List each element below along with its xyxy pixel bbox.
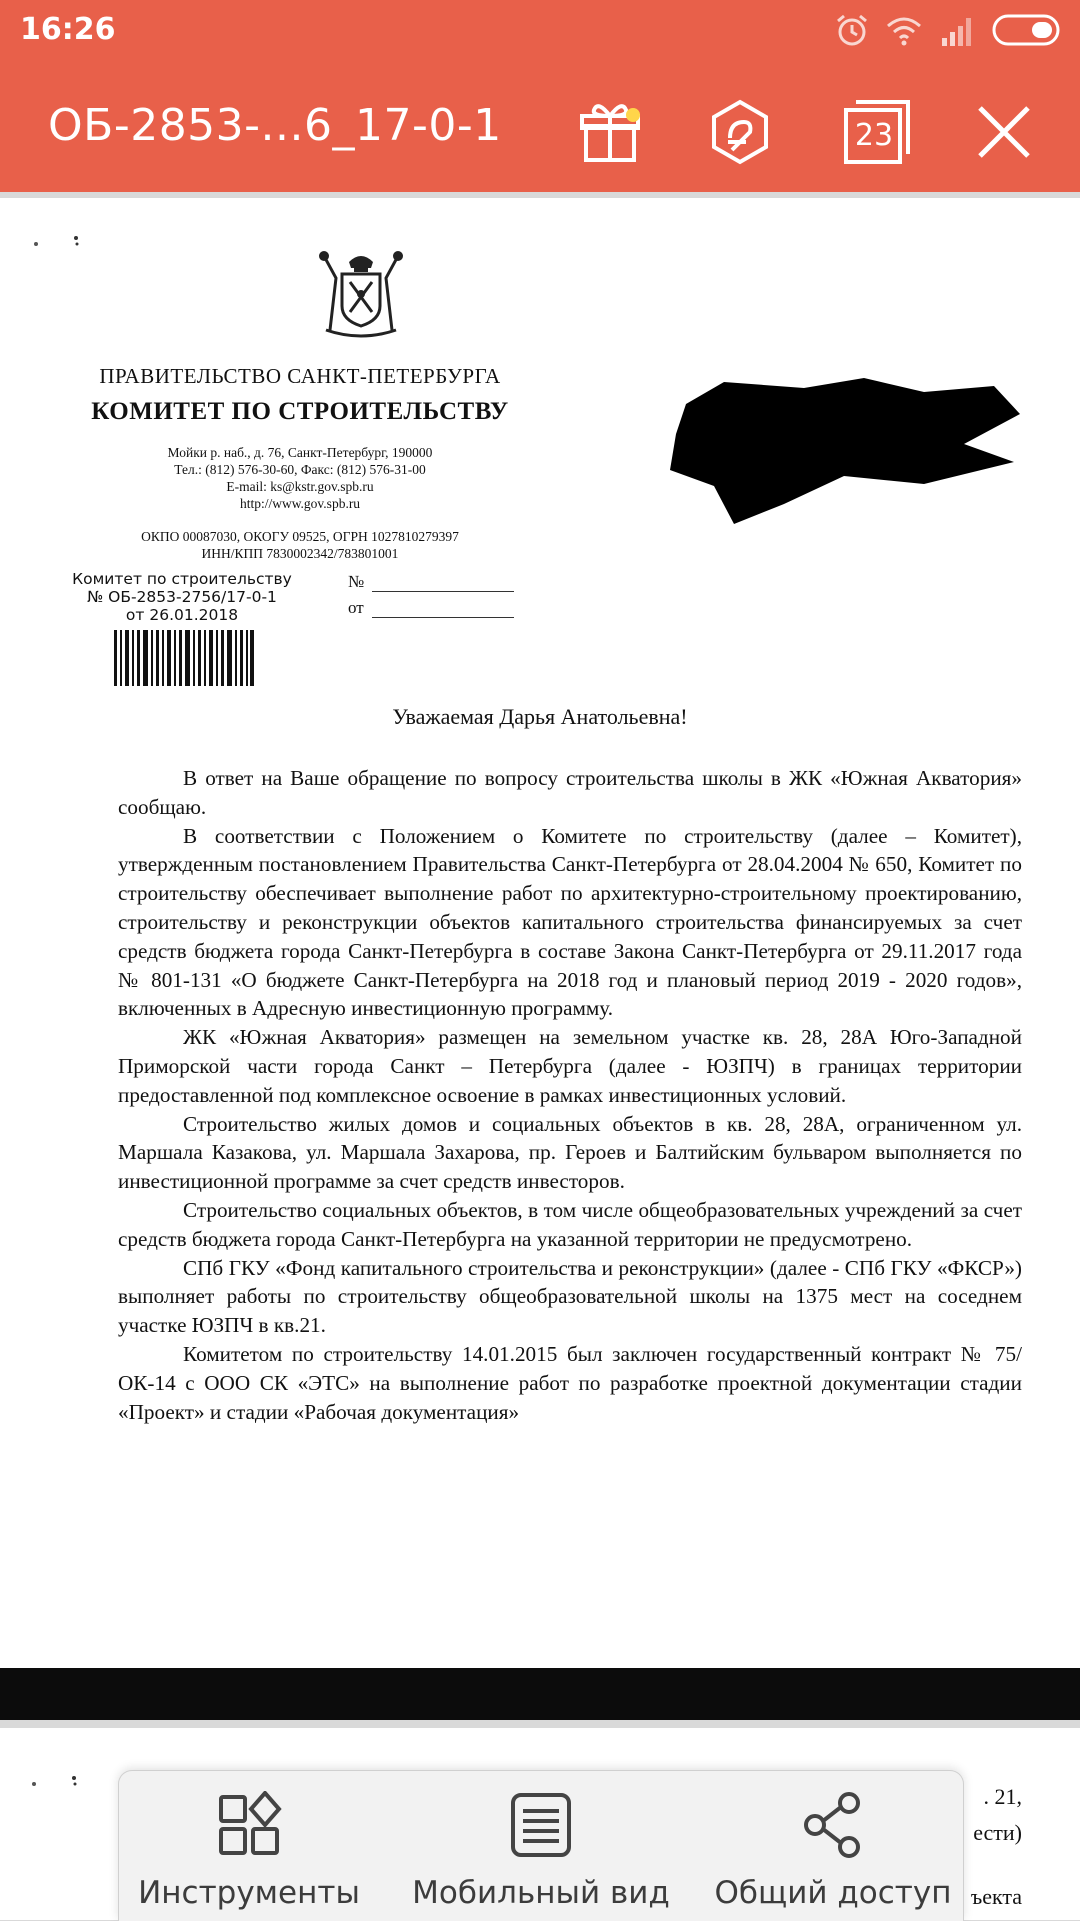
committee-address: Мойки р. наб., д. 76, Санкт-Петербург, 190000 Тел.: (812) 576-30-60, Факс: (812) 576-31-00 E-mail: ks@kstr.gov.spb.ru http://www.gov.spb.ru [167, 445, 433, 511]
battery-icon [992, 14, 1064, 46]
paragraph: В ответ на Ваше обращение по вопросу строительства школы в ЖК «Южная Акватория» сообщаю. [118, 766, 1022, 819]
scan-specks [26, 232, 86, 252]
bottom-toolbar [118, 1770, 964, 1921]
status-time: 16:26 [20, 12, 116, 47]
paragraph: Строительство социальных объектов, в том числе общеобразовательных учреждений за счет средств бюджета города Санкт-Петербурга на указанной территории не предусмотрено. [118, 1197, 1022, 1251]
barcode [114, 630, 254, 686]
page2-text-fragment: ъекта [970, 1884, 1022, 1909]
document-page[interactable] [0, 198, 1080, 1668]
share-button[interactable] [703, 1791, 963, 1921]
gift-icon [570, 92, 650, 172]
coat-of-arms-logo [316, 248, 406, 340]
tools-label: Инструменты [138, 1875, 360, 1911]
paragraph: ЖК «Южная Акватория» размещен на земельном участке кв. 28, 28А Юго-Западной Приморской части города Санкт – Петербурга (далее - ЮЗПЧ) в границах территории предоставленной под комплексное освоение в рамках инвестиционных условий. [118, 1025, 1022, 1107]
page2-text-fragment: ести) [973, 1820, 1022, 1845]
close-icon [964, 92, 1044, 172]
redaction-mark [664, 374, 1024, 524]
page-count-button[interactable] [834, 92, 914, 172]
paragraph: Комитетом по строительству 14.01.2015 был заключен государственный контракт № 75/ОК-14 с ООО СК «ЭТС» на выполнение работ по разработке проектной документации стадии «Проект» и стадии «Рабочая документация» [118, 1341, 1022, 1424]
mobile-view-icon [507, 1791, 575, 1859]
tools-grid-icon [215, 1791, 283, 1859]
greeting: Уважаемая Дарья Анатольевна! [392, 704, 688, 729]
share-label: Общий доступ [714, 1875, 952, 1911]
paragraph: В соответствии с Положением о Комитете по строительству (далее – Комитет), утвержденным постановлением Правительства Санкт-Петербурга от 28.04.2004 № 650, Комитет по строительству обеспечивает выполнение работ по архитектурно-строительному проектированию, строительству и реконструкции объектов капитального строительства финансируемых за счет средств бюджета города Санкт-Петербурга в составе Закона Санкт-Петербурга от 29.11.2017 года № 801-131 «О бюджете Санкт-Петербурга на 2018 год и плановый период 2019 - 2020 годов», включенных в Адресную инвестиционную программу. [118, 823, 1022, 1021]
tools-button[interactable] [119, 1791, 379, 1921]
government-name: ПРАВИТЕЛЬСТВО САНКТ-ПЕТЕРБУРГА [99, 364, 501, 388]
wifi-icon [884, 12, 924, 48]
registry-number-line: № [348, 572, 514, 592]
signal-icon [940, 12, 978, 48]
mobile-view-button[interactable] [411, 1791, 671, 1921]
scan-dark-edge [0, 1668, 1080, 1720]
convert-icon [700, 92, 780, 172]
document-title: ОБ-2853-...6_17-0-1 [48, 100, 502, 151]
committee-codes: ОКПО 00087030, ОКОГУ 09525, ОГРН 1027810279397 ИНН/КПП 7830002342/783801001 [141, 529, 459, 561]
status-bar [0, 0, 1080, 62]
alarm-icon [834, 12, 870, 48]
page2-text-fragment: . 21, [983, 1784, 1022, 1809]
convert-button[interactable] [700, 92, 780, 172]
committee-name: КОМИТЕТ ПО СТРОИТЕЛЬСТВУ [91, 398, 509, 425]
notification-dot [626, 108, 640, 122]
close-button[interactable] [964, 92, 1044, 172]
letter-body [118, 764, 1022, 1426]
registration-stamp: Комитет по строительству № ОБ-2853-2756/17-0-1 от 26.01.2018 [72, 570, 292, 624]
app-bar [0, 62, 1080, 192]
paragraph: Строительство жилых домов и социальных объектов в кв. 28, 28А, ограниченном ул. Маршала Казакова, ул. Маршала Захарова, пр. Героев и Балтийским бульваром выполняется по инвестиционной программе за счет средств инвесторов. [118, 1111, 1022, 1194]
registry-date-line: от [348, 598, 514, 618]
page-count-badge: 23 [854, 117, 894, 153]
scan-specks [26, 1772, 86, 1792]
gift-button[interactable] [570, 92, 650, 172]
share-icon [799, 1791, 867, 1859]
mobile-view-label: Мобильный вид [412, 1875, 670, 1911]
paragraph: СПб ГКУ «Фонд капитального строительства и реконструкции» (далее - СПб ГКУ «ФКСР») выполняет работы по строительству общеобразовательной школы на 1375 мест на соседнем участке ЮЗПЧ в кв.21. [118, 1255, 1022, 1338]
